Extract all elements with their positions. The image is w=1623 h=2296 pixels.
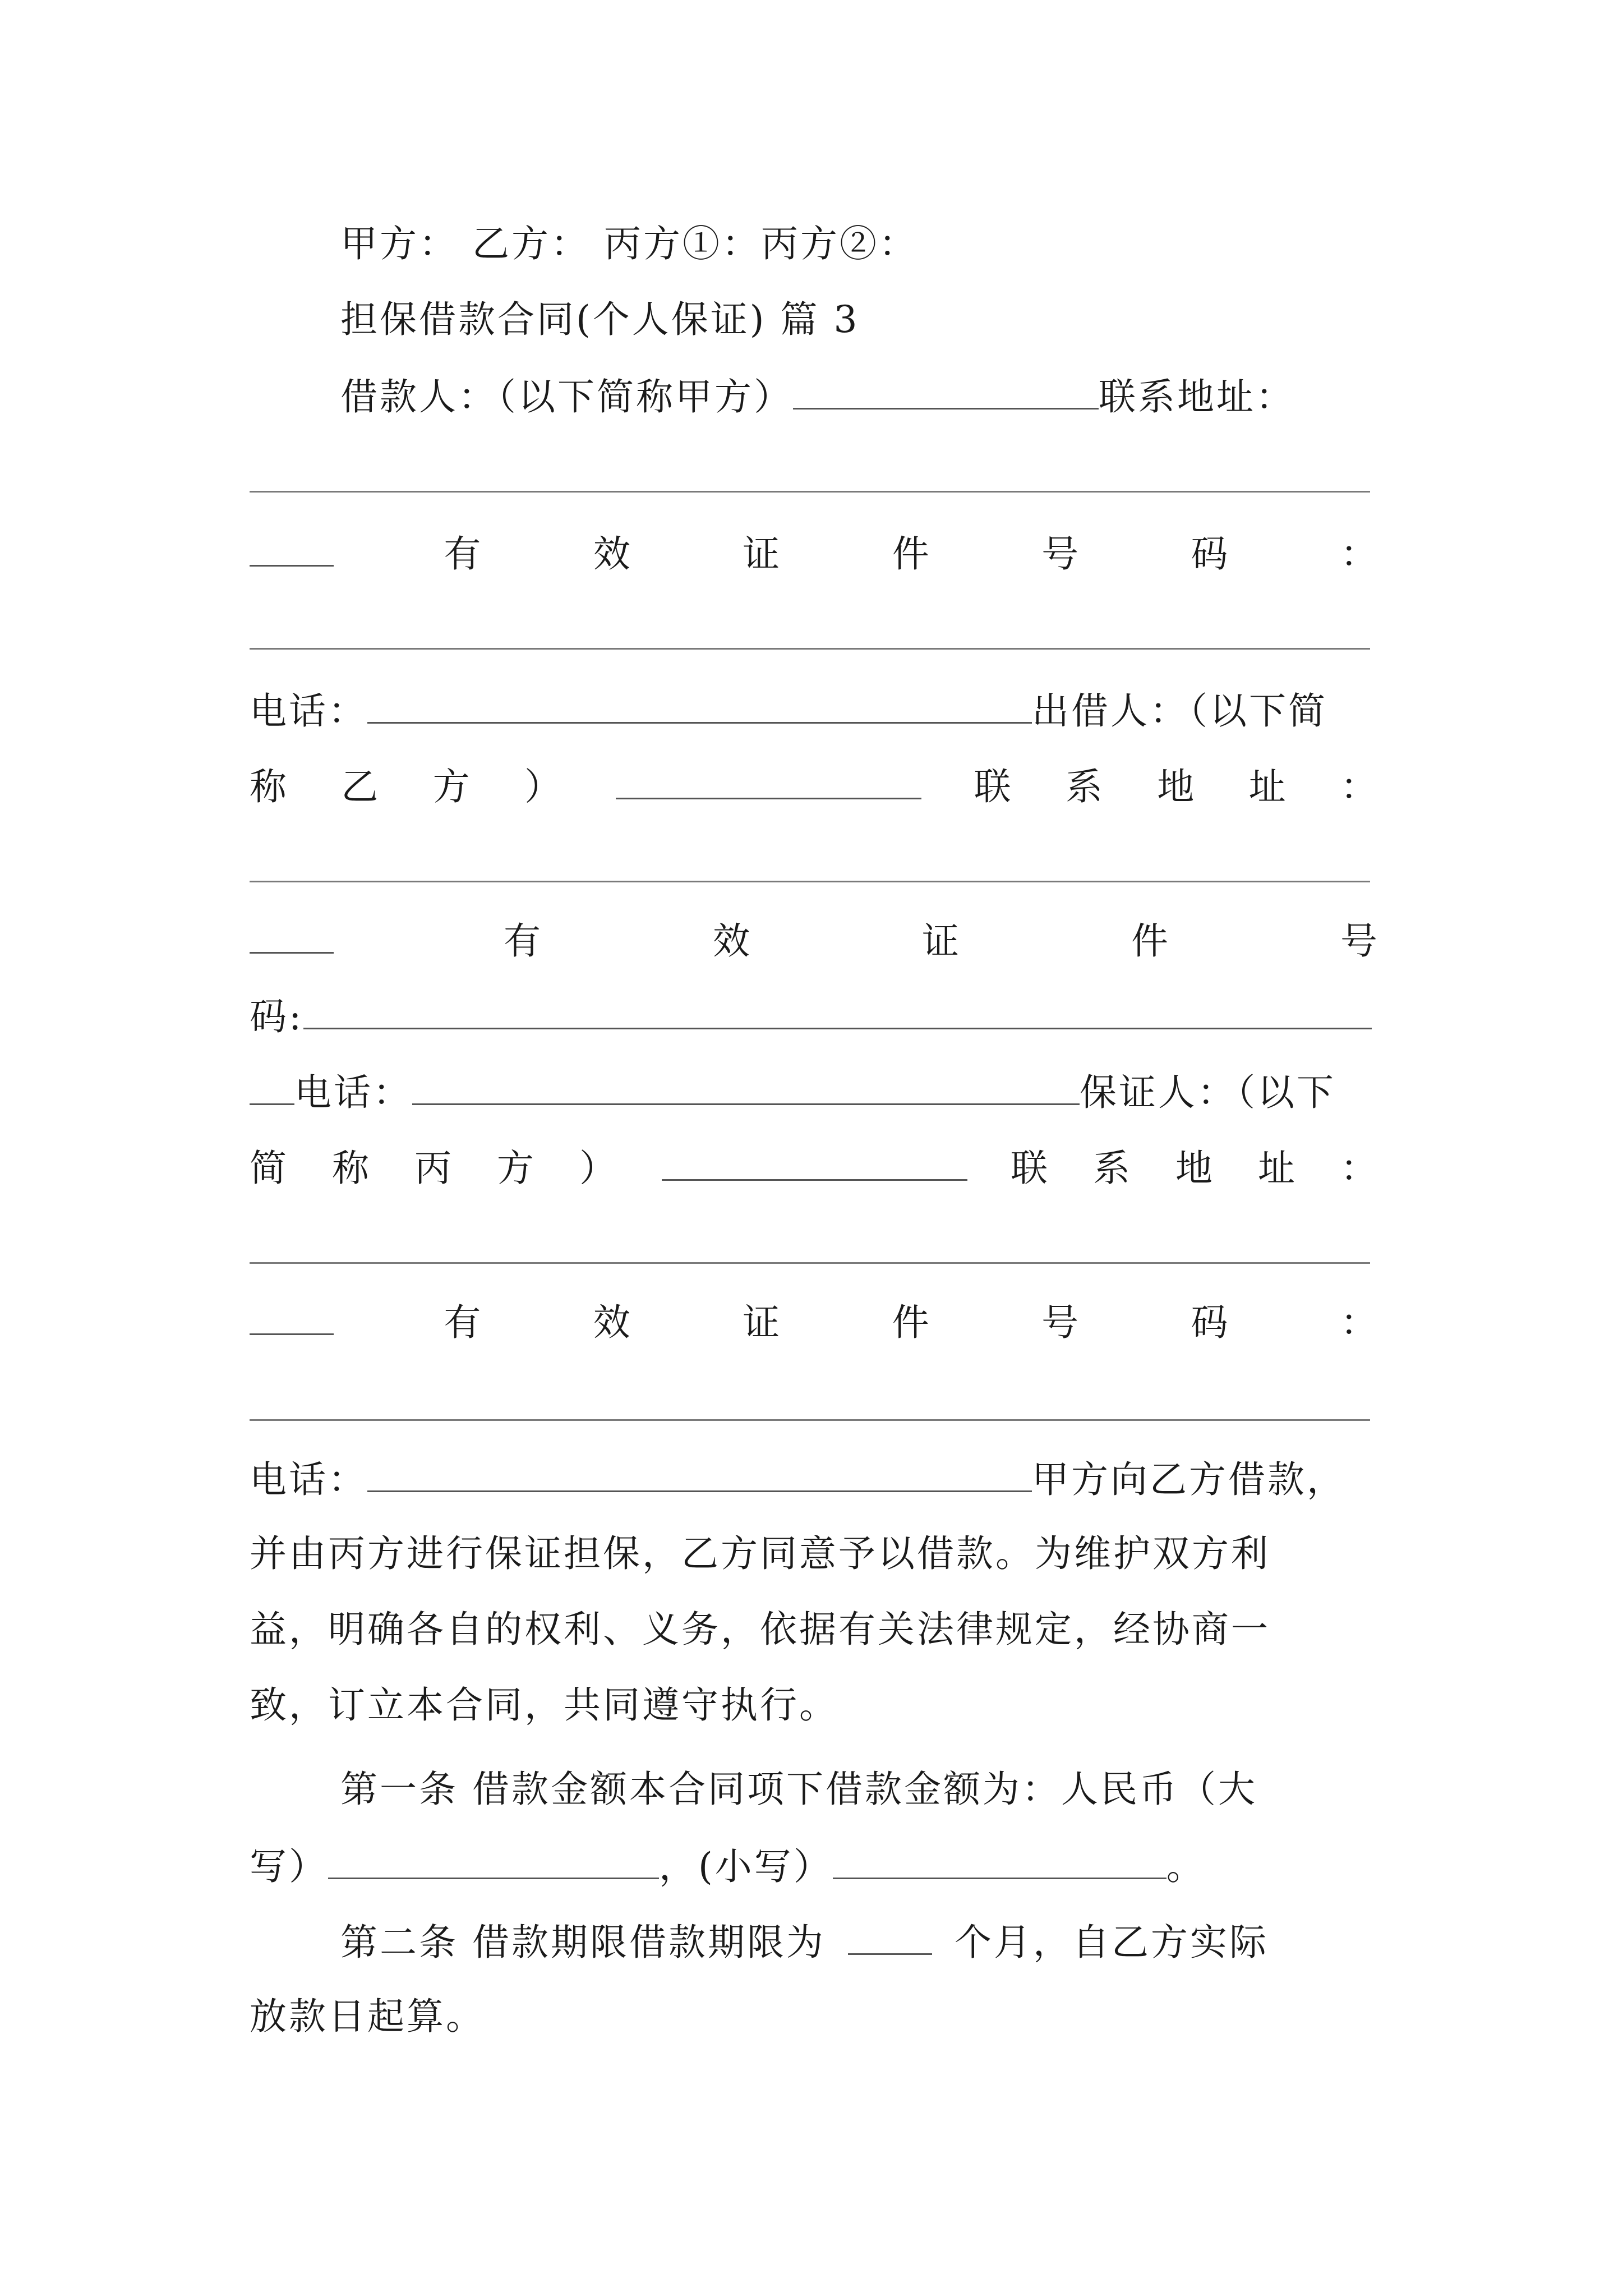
spread-char: 地 [1175,1147,1215,1190]
guarantor-label: 保证人：（以下 [1080,1071,1336,1114]
spread-char: 丙 [414,1147,454,1190]
amount-uppercase-blank [328,1837,659,1879]
article-two-line [340,1913,1380,1969]
guarantor-phone-line [250,1450,1380,1506]
borrower-blank [793,367,1099,409]
spread-char: ： [1340,1301,1380,1344]
spread-char: 乙 [341,765,381,808]
spread-char: 联 [974,765,1013,808]
lender-phone-line [250,1063,1380,1119]
spread-char: 系 [1093,1147,1132,1190]
lender-id-blank [250,912,334,954]
id-number-label: 码: [250,995,304,1038]
borrower-id-rule [250,648,1370,650]
spread-char: 号 [1340,919,1380,963]
article-one-text: 第一条 借款金额本合同项下借款金额为：人民币（大 [340,1768,1257,1811]
spread-char: 码 [1191,532,1230,576]
spread-char: 有 [504,919,543,963]
borrower-address-rule [250,491,1370,493]
borrower-line [340,367,1380,424]
borrower-phone-blank [367,682,1032,724]
spread-char: 件 [892,1301,932,1344]
spread-char: 效 [593,1301,633,1344]
article-two-tail: 个月，自乙方实际 [954,1921,1269,1964]
body-text: 益，明确各自的权利、义务，依据有关法律规定，经协商一 [250,1608,1270,1651]
article-one-line [340,1761,1380,1818]
lender-address-rule [250,881,1370,882]
parties-line [340,216,1380,272]
lender-label: 出借人：（以下简 [1032,689,1327,733]
spread-char: 系 [1065,765,1105,808]
spread-char: 号 [1041,532,1081,576]
borrower-address-label: 联系地址： [1099,375,1295,418]
guarantor-address-rule [250,1262,1370,1264]
lender-phone-lead-blank [250,1063,294,1105]
borrower-id-line [250,524,1380,581]
parties-text: 甲方： 乙方： 丙方①：丙方②： [340,222,918,265]
phone-label: 电话： [294,1071,412,1114]
contract-title-text: 担保借款合同(个人保证) 篇 3 [340,298,860,341]
lender-id-number-line [250,987,1380,1043]
loan-intro-text: 甲方向乙方借款， [1032,1458,1346,1501]
borrower-id-blank [250,524,334,567]
spread-char: 码 [1191,1301,1230,1344]
spread-char: 有 [444,532,483,576]
guarantor-id-line [250,1293,1380,1349]
body-text: 放款日起算。 [250,1995,485,2038]
spread-char: 证 [922,919,961,963]
spread-char: 有 [444,1301,483,1344]
article-two-text: 第二条 借款期限借款期限为 [340,1921,826,1964]
spread-char: 件 [892,532,932,576]
amount-lowercase-label: ，(小写） [659,1845,833,1888]
phone-label: 电话： [250,1458,367,1501]
spread-char: 证 [743,1301,782,1344]
guarantor-line [250,1139,1380,1195]
loan-months-blank [848,1913,932,1955]
amount-uppercase-label: 写） [250,1845,328,1888]
guarantor-phone-blank [367,1450,1032,1492]
guarantor-blank [662,1139,967,1181]
loan-amount-line [250,1837,1380,1893]
spread-char: 简 [250,1147,289,1190]
spread-char: ： [1340,532,1380,576]
guarantor-id-rule [250,1419,1370,1421]
body-text: 致，订立本合同，共同遵守执行。 [250,1683,838,1727]
borrower-phone-line [250,682,1380,738]
spread-char: 称 [250,765,289,808]
spread-char: 件 [1131,919,1170,963]
lender-blank [616,757,921,799]
spread-char: 联 [1011,1147,1050,1190]
guarantor-id-blank [250,1293,334,1335]
body-text-line [250,1602,1380,1658]
spread-char: 号 [1041,1301,1081,1344]
spread-char: 方 [497,1147,536,1190]
body-text-line [250,1526,1380,1582]
spread-char: 证 [743,532,782,576]
period-mark: 。 [1166,1845,1206,1888]
lender-line [250,757,1380,813]
contract-title [340,292,1380,348]
lender-id-number-blank [303,987,1372,1029]
phone-label: 电话： [250,689,367,733]
borrower-label: 借款人：（以下简称甲方） [340,375,793,418]
spread-char: 方 [432,765,472,808]
lender-id-line [250,912,1380,968]
spread-char: ： [1340,765,1380,808]
spread-char: 效 [593,532,633,576]
body-text-line [250,1677,1380,1733]
spread-char: 称 [332,1147,371,1190]
spread-char: ） [524,765,564,808]
spread-char: ） [579,1147,619,1190]
amount-lowercase-blank [833,1837,1166,1879]
spread-char: 址 [1258,1147,1297,1190]
spread-char: 址 [1248,765,1288,808]
lender-phone-blank [412,1063,1080,1105]
spread-char: ： [1340,1147,1380,1190]
spread-char: 效 [713,919,752,963]
body-text-line [250,1989,1380,2045]
body-text: 并由丙方进行保证担保，乙方同意予以借款。为维护双方利 [250,1532,1270,1575]
spread-char: 地 [1157,765,1197,808]
